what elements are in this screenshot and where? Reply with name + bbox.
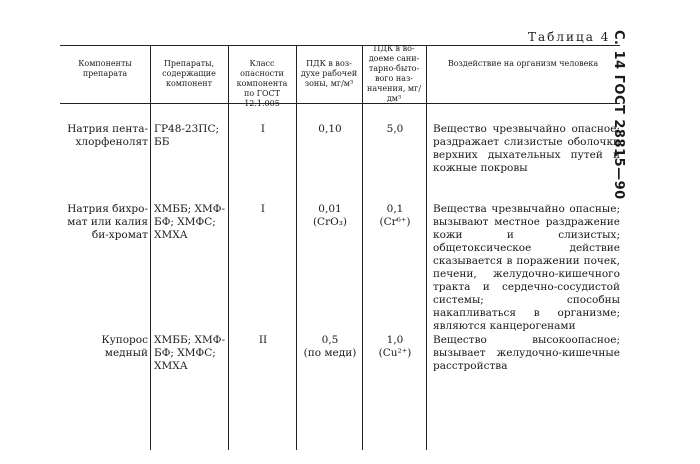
row-3-hazard-class: II [258, 334, 268, 346]
header-pdk-air: ПДК в воз-духе рабочей зоны, мг/м³ [300, 59, 358, 88]
row-2-pdk-water [364, 203, 426, 229]
row-1-pdk-air: 0,10 [318, 123, 342, 135]
row-3-pdk-air-note: (по меди) [303, 347, 357, 359]
page-marker-text: С. 14 ГОСТ 28815—90 [611, 30, 626, 200]
header-preparations: Препараты, содержащие компонент [162, 59, 216, 88]
row-3-pdk-air [298, 334, 362, 360]
data-table [60, 45, 620, 450]
row-3-pdk-water [364, 334, 426, 360]
row-2-component: Натрия бихро-мат или калия би-хромат [67, 203, 148, 241]
column-divider [426, 45, 427, 450]
header-effect: Воздействие на организм человека [447, 59, 599, 68]
table-caption: Таблица 4 [528, 30, 611, 44]
header-components: Компоненты препарата [78, 59, 132, 78]
row-2-hazard-class: I [260, 203, 266, 215]
row-2-pdk-air-note: (CrO₃) [312, 216, 348, 228]
column-divider [362, 45, 363, 450]
row-2-pdk-water-value: 0,1 [386, 203, 404, 215]
column-divider [150, 45, 151, 450]
row-1-effect: Вещество чрезвычайно опасное; раздражает слизистые оболочки верхних дыхательных путей и кожные покровы [433, 123, 620, 174]
row-3-component: Купорос медный [101, 334, 148, 359]
row-1-preparations: ГР48-23ПС; ББ [154, 123, 220, 148]
row-3-pdk-air-value: 0,5 [321, 334, 339, 346]
table-header-rule [60, 103, 620, 104]
row-2-pdk-air-value: 0,01 [318, 203, 342, 215]
row-2-preparations: ХМББ; ХМФ-БФ; ХМФС; ХМХА [154, 203, 226, 241]
row-3-preparations: ХМББ; ХМФ-БФ; ХМФС; ХМХА [154, 334, 226, 372]
row-3-effect: Вещество высокоопасное; вызывает желудочно-кишечные расстройства [433, 334, 620, 372]
row-1-pdk-water: 5,0 [386, 123, 404, 135]
row-2-pdk-air [298, 203, 362, 229]
header-pdk-water: ПДК в во-доеме сани-тарно-быто-вого наз-начения, мг/дм³ [366, 44, 422, 103]
row-2-pdk-water-note: (Cr⁶⁺) [379, 216, 411, 228]
column-divider [228, 45, 229, 450]
row-3-pdk-water-value: 1,0 [386, 334, 404, 346]
row-3-pdk-water-note: (Cu²⁺) [378, 347, 412, 359]
row-1-hazard-class: I [260, 123, 266, 135]
column-divider [296, 45, 297, 450]
row-1-component: Натрия пента-хлорфенолят [67, 123, 148, 148]
header-hazard-class: Класс опасности компонента по ГОСТ 12.1.005 [236, 59, 288, 108]
row-2-effect: Вещества чрезвычайно опасные; вызывают местное раздражение кожи и слизистых; общетоксическое действие сказывается в поражении почек, печени, желудочно-кишечного тракта и сердечно-сосудистой системы; способны накапливаться в организме; являются канцерогенами [433, 203, 620, 332]
